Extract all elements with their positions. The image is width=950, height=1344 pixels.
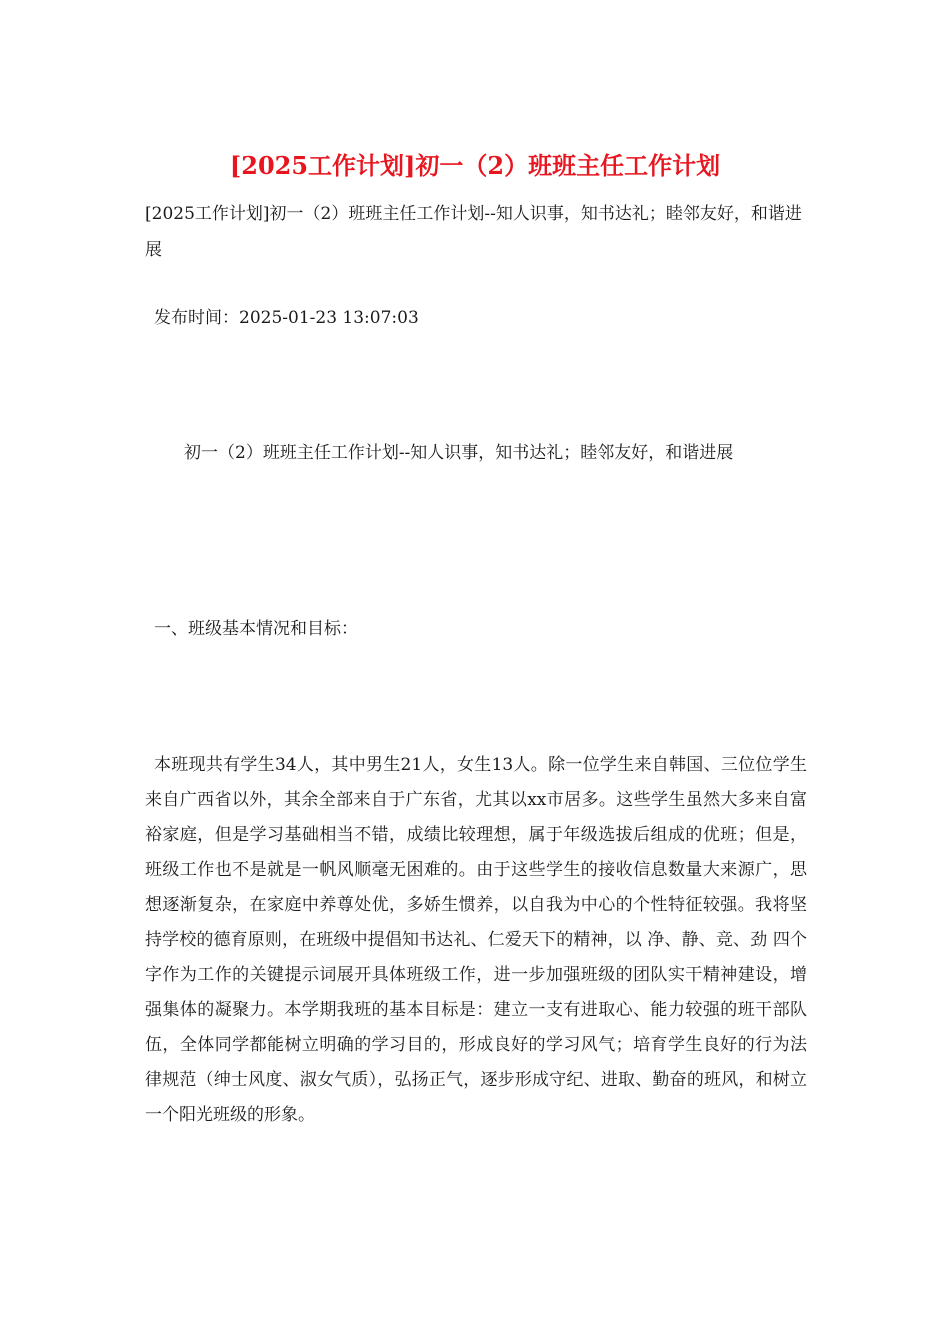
section-heading: 一、班级基本情况和目标： <box>154 619 358 639</box>
intro-line: 初一（2）班班主任工作计划--知人识事，知书达礼；睦邻友好，和谐进展 <box>184 443 734 463</box>
document-subtitle: [2025工作计划]初一（2）班班主任工作计划--知人识事，知书达礼；睦邻友好，和谐进展 <box>145 204 802 260</box>
publish-time: 发布时间：2025-01-23 13:07:03 <box>154 308 419 328</box>
document-title: [2025工作计划]初一（2）班班主任工作计划 <box>229 151 721 180</box>
body-paragraph: 本班现共有学生34人，其中男生21人，女生13人。除一位学生来自韩国、三位位学生来自广西省以外，其余全部来自于广东省，尤其以xx市居多。这些学生虽然大多来自富裕家庭，但是学习基础相当不错，成绩比较理想，属于年级选拔后组成的优班；但是，班级工作也不是就是一帆风顺毫无困难的。由于这些学生的接收信息数量大来源广，思想逐渐复杂，在家庭中养尊处优，多娇生惯养，以自我为中心的个性特征较强。我将坚持学校的德育原则，在班级中提倡知书达礼、仁爱天下的精神，以 净、静、竞、劲 四个字作为工作的关键提示词展开具体班级工作，进一步加强班级的团队实干精神建设，增强集体的凝聚力。本学期我班的基本目标是：建立一支有进取心、能力较强的班干部队伍，全体同学都能树立明确的学习目的，形成良好的学习风气；培育学生良好的行为法律规范（绅士风度、淑女气质），弘扬正气，逐步形成守纪、进取、勤奋的班风，和树立一个阳光班级的形象。 <box>145 755 807 1125</box>
